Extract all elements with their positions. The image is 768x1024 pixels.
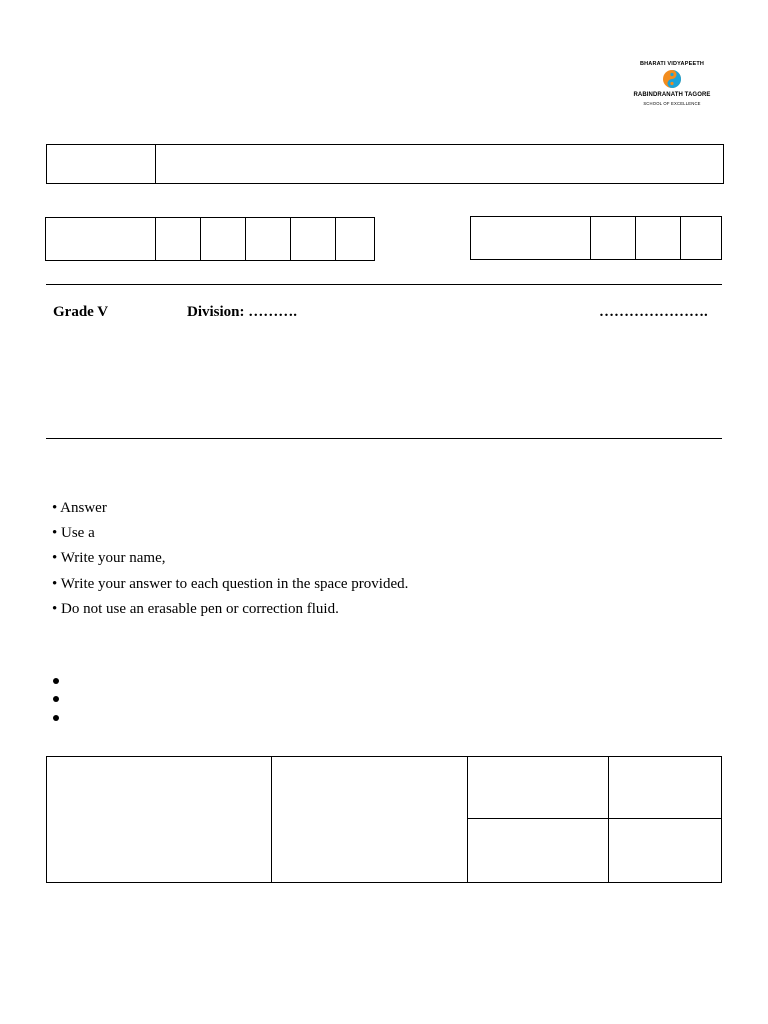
roll-number-box [470, 216, 722, 260]
instruction-item: • Do not use an erasable pen or correction fluid. [52, 600, 339, 617]
instruction-item: • Answer [52, 500, 107, 516]
information-list [52, 671, 59, 727]
candidate-digit-cell[interactable] [201, 218, 246, 260]
name-input-cell[interactable] [156, 145, 723, 183]
name-label-cell [47, 145, 156, 183]
marks-cell [468, 757, 609, 819]
candidate-number-box [45, 217, 375, 261]
logo-sub-text: SCHOOL OF EXCELLENCE [643, 101, 701, 106]
bullet-dot-icon [53, 715, 59, 721]
logo-emblem-icon [662, 69, 682, 89]
bullet-dot-icon [53, 678, 59, 684]
divider-line [46, 438, 722, 439]
marks-cell [47, 757, 272, 882]
candidate-digit-cell[interactable] [291, 218, 336, 260]
logo-top-text: BHARATI VIDYAPEETH [639, 61, 705, 67]
marks-cell [272, 757, 468, 882]
information-item [52, 708, 59, 727]
grade-label: Grade V [53, 304, 109, 320]
instruction-item: • Write your name, [52, 550, 166, 567]
school-logo [622, 60, 722, 112]
divider-line [46, 284, 722, 285]
candidate-digit-cell[interactable] [336, 218, 374, 260]
division-label: Division: ………. [187, 304, 298, 320]
roll-digit-cell[interactable] [591, 217, 636, 259]
marks-cell[interactable] [609, 757, 721, 819]
candidate-label-cell [46, 218, 156, 260]
instructions-list [52, 496, 408, 622]
roll-digit-cell[interactable] [681, 217, 721, 259]
candidate-digit-cell[interactable] [246, 218, 291, 260]
marks-table [46, 756, 722, 883]
date-placeholder: …………………. [599, 304, 708, 320]
bullet-dot-icon [53, 696, 59, 702]
marks-cell [468, 819, 609, 882]
marks-cell[interactable] [609, 819, 721, 882]
information-item [52, 671, 59, 690]
candidate-digit-cell[interactable] [156, 218, 201, 260]
name-field-box [46, 144, 724, 184]
information-item [52, 690, 59, 709]
instruction-item: • Write your answer to each question in the space provided. [52, 575, 409, 592]
logo-name-text: RABINDRANATH TAGORE [633, 92, 711, 98]
roll-label-cell [471, 217, 591, 259]
instruction-item: • Use a [52, 525, 95, 542]
roll-digit-cell[interactable] [636, 217, 681, 259]
